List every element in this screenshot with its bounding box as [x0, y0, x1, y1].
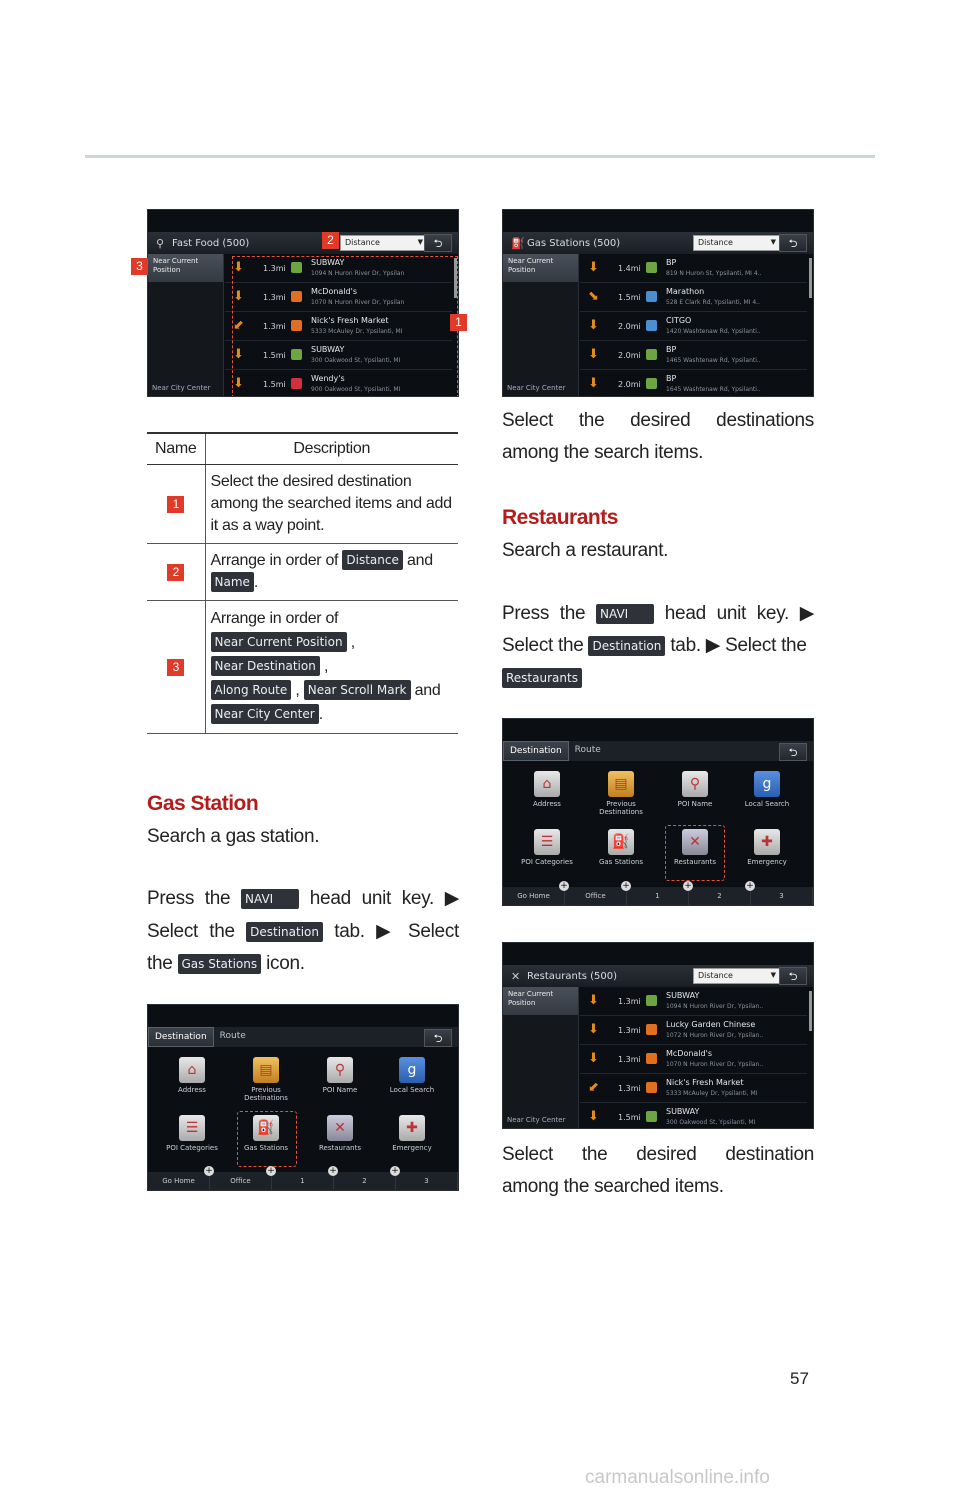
local-search-item[interactable]: g Local Search [735, 771, 799, 808]
near-city-center-chip: Near City Center [211, 704, 319, 724]
distance: 2.0mi [618, 351, 641, 360]
magnifier-icon: ⚲ [327, 1057, 353, 1083]
rest-step-line3 [502, 661, 582, 694]
destination-menu-screen-gas [147, 1004, 459, 1191]
previous-destinations-item[interactable]: ▤ Previous Destinations [234, 1057, 298, 1102]
list-item[interactable] [580, 370, 807, 397]
arrow-down-icon: ⬇ [588, 260, 599, 275]
arrow-down-left-icon: ⬋ [233, 318, 244, 333]
list-item[interactable] [580, 1016, 807, 1045]
go-home-button[interactable]: Go Home + [148, 1172, 210, 1190]
row-desc-3: Arrange in order of Near Current Position , Near Destination , Along Route , Near Scroll Mark and Near City Center . [205, 600, 458, 733]
near-city-center-item[interactable]: Near City Center [152, 384, 211, 392]
place-address: 1465 Washtenaw Rd, Ypsilanti.. [666, 357, 761, 364]
description-table [147, 432, 458, 734]
place-address: 900 Oakwood St, Ypsilanti, MI [311, 386, 401, 393]
list-item[interactable] [580, 341, 807, 370]
near-scroll-mark-chip: Near Scroll Mark [304, 680, 411, 700]
place-address: 1094 N Huron River Dr, Ypsilan.. [666, 1003, 764, 1010]
folder-icon: ▤ [608, 771, 634, 797]
list-item[interactable] [580, 1045, 807, 1074]
list-item[interactable] [580, 312, 807, 341]
distance: 1.3mi [263, 264, 286, 273]
menu-tabs [503, 741, 813, 761]
back-button[interactable]: ⮌ [779, 234, 807, 252]
row-desc-2: Arrange in order of Distance and Name . [205, 543, 458, 600]
list-icon: ☰ [534, 829, 560, 855]
distance: 1.5mi [263, 380, 286, 389]
arrow-down-right-icon: ⬊ [588, 289, 599, 304]
gas-stations-screen [502, 209, 814, 397]
tab-destination[interactable]: Destination [148, 1027, 214, 1047]
brand-icon [646, 320, 657, 331]
distance-chip: Distance [342, 550, 402, 570]
house-icon: ⌂ [534, 771, 560, 797]
highlight-box [237, 1111, 297, 1167]
near-current-position-chip: Near Current Position [211, 632, 347, 652]
arrow-down-icon: ⬇ [588, 318, 599, 333]
house-icon: ⌂ [179, 1057, 205, 1083]
sort-sidebar [503, 987, 579, 1128]
restaurants-heading: Restaurants [502, 506, 618, 529]
plus-icon: + [205, 1166, 213, 1176]
place-name: Marathon [666, 287, 705, 296]
emergency-item[interactable]: ✚ Emergency [735, 829, 799, 866]
tab-route[interactable]: Route [219, 1031, 246, 1041]
favorite-3-button[interactable]: 3 [396, 1172, 458, 1190]
distance: 2.0mi [618, 380, 641, 389]
navi-key-chip: NAVI [241, 889, 299, 909]
list-item[interactable] [580, 1074, 807, 1103]
near-city-center-item[interactable]: Near City Center [507, 384, 566, 392]
distance: 1.5mi [618, 293, 641, 302]
chevron-down-icon: ▼ [770, 238, 776, 246]
list-icon: ☰ [179, 1115, 205, 1141]
result-list [580, 987, 807, 1128]
fast-food-screen [147, 209, 459, 397]
brand-icon [646, 262, 657, 273]
place-address: 300 Oakwood St, Ypsilanti, MI [666, 1119, 756, 1126]
gas-station-heading: Gas Station [147, 792, 259, 815]
poi-name-item[interactable]: ⚲ POI Name [308, 1057, 372, 1094]
place-name: Lucky Garden Chinese [666, 1020, 756, 1029]
brand-icon [646, 378, 657, 389]
row-number-2: 2 [167, 564, 184, 581]
arrow-down-icon: ⬇ [588, 1109, 599, 1124]
fuel-pump-icon: ⛽ [608, 829, 634, 855]
place-address: 1070 N Huron River Dr, Ypsilan.. [666, 1061, 764, 1068]
brand-icon [646, 1111, 657, 1122]
distance: 1.5mi [263, 351, 286, 360]
chevron-down-icon: ▼ [417, 238, 423, 246]
place-name: Nick's Fresh Market [311, 316, 389, 325]
google-icon: g [399, 1057, 425, 1083]
arrow-down-icon: ⬇ [233, 347, 244, 362]
arrow-down-icon: ⬇ [588, 1022, 599, 1037]
col-name-header: Name [147, 433, 205, 464]
restaurants-intro: Search a restaurant. [502, 540, 669, 561]
restaurants-item[interactable]: ✕ Restaurants [308, 1115, 372, 1152]
list-title-bar [503, 965, 813, 987]
brand-icon [646, 349, 657, 360]
name-chip: Name [211, 572, 254, 592]
sort-sidebar [148, 254, 224, 396]
restaurants-chip: Restaurants [502, 668, 582, 688]
plus-icon: + [746, 881, 754, 891]
callout-marker-2: 2 [322, 232, 339, 249]
brand-icon [646, 1024, 657, 1035]
distance: 2.0mi [618, 322, 641, 331]
back-button[interactable]: ⮌ [779, 743, 807, 761]
back-button[interactable]: ⮌ [424, 234, 452, 252]
list-title: Gas Stations (500) [527, 237, 621, 249]
distance: 1.4mi [618, 264, 641, 273]
tab-route[interactable]: Route [574, 745, 601, 755]
callout-box-1 [232, 256, 458, 397]
destination-tab-chip: Destination [588, 636, 665, 656]
address-item[interactable]: ⌂ Address [160, 1057, 224, 1094]
favorite-3-button[interactable]: 3 [751, 887, 813, 905]
place-name: McDonald's [666, 1049, 712, 1058]
first-aid-icon: ✚ [754, 829, 780, 855]
distance: 1.3mi [263, 322, 286, 331]
restaurants-item[interactable]: ✕ Restaurants [663, 829, 727, 866]
previous-destinations-item[interactable]: ▤ Previous Destinations [589, 771, 653, 816]
plus-icon: + [622, 881, 630, 891]
brand-icon [646, 1053, 657, 1064]
place-name: SUBWAY [311, 345, 345, 354]
sort-dropdown[interactable]: Distance ▼ [693, 968, 781, 984]
emergency-item[interactable]: ✚ Emergency [380, 1115, 444, 1152]
header-rule [85, 155, 875, 158]
address-item[interactable]: ⌂ Address [515, 771, 579, 808]
plus-icon: + [684, 881, 692, 891]
favorite-1-button[interactable]: 1 + [627, 887, 689, 905]
place-address: 5333 McAuley Dr, Ypsilanti, MI [666, 1090, 758, 1097]
place-name: BP [666, 258, 677, 267]
place-address: 1072 N Huron River Dr, Ypsilan.. [666, 1032, 764, 1039]
list-title-bar [503, 232, 813, 254]
page-number: 57 [790, 1369, 809, 1388]
col-desc-header: Description [205, 433, 458, 464]
fuel-pump-icon: ⛽ [253, 1115, 279, 1141]
rest-select-line1: Select the desired destination [502, 1144, 814, 1165]
place-name: Wendy's [311, 374, 345, 383]
fork-knife-icon: ✕ [682, 829, 708, 855]
place-address: 528 E Clark Rd, Ypsilanti, MI 4.. [666, 299, 760, 306]
scrollbar[interactable] [809, 258, 812, 298]
place-name: SUBWAY [311, 258, 345, 267]
gas-step-line3: the Gas Stations icon. [147, 953, 305, 974]
arrow-down-icon: ⬇ [588, 347, 599, 362]
arrow-down-icon: ⬇ [233, 260, 244, 275]
distance: 1.5mi [618, 1113, 641, 1122]
back-button[interactable]: ⮌ [779, 967, 807, 985]
place-name: CITGO [666, 316, 692, 325]
arrow-down-icon: ⬇ [588, 376, 599, 391]
sort-dropdown[interactable]: Distance ▼ [693, 235, 781, 251]
arrow-down-icon: ⬇ [588, 993, 599, 1008]
brand-icon [646, 995, 657, 1006]
distance: 1.3mi [618, 1084, 641, 1093]
poi-categories-item[interactable]: ☰ POI Categories [160, 1115, 224, 1152]
go-home-button[interactable]: Go Home + [503, 887, 565, 905]
place-address: 5333 McAuley Dr, Ypsilanti, MI [311, 328, 403, 335]
callout-marker-3: 3 [131, 258, 148, 275]
quick-bar [148, 1166, 458, 1190]
highlight-box [665, 825, 725, 881]
sort-sidebar [503, 254, 579, 396]
arrow-down-left-icon: ⬋ [588, 1080, 599, 1095]
watermark: carmanualsonline.info [585, 1467, 770, 1488]
distance: 1.3mi [618, 1026, 641, 1035]
place-address: 819 N Huron St, Ypsilanti, MI 4.. [666, 270, 762, 277]
favorite-1-button[interactable]: 1 + [272, 1172, 334, 1190]
place-name: BP [666, 374, 677, 383]
arrow-down-icon: ⬇ [233, 289, 244, 304]
gas-intro: Search a gas station. [147, 826, 320, 847]
near-current-position-item[interactable]: Near Current Position [503, 254, 578, 282]
rest-step-line1: Press the NAVI head unit key. ▶ [502, 603, 815, 624]
navi-key-chip: NAVI [596, 604, 654, 624]
favorite-2-button[interactable]: 2 + [689, 887, 751, 905]
callout-marker-1: 1 [450, 314, 467, 331]
row-number-1: 1 [167, 496, 184, 513]
first-aid-icon: ✚ [399, 1115, 425, 1141]
plus-icon: + [329, 1166, 337, 1176]
distance: 1.3mi [618, 1055, 641, 1064]
fork-knife-icon: ✕ [327, 1115, 353, 1141]
plus-icon: + [560, 881, 568, 891]
place-address: 1070 N Huron River Dr, Ypsilan [311, 299, 405, 306]
place-name: McDonald's [311, 287, 357, 296]
rest-step-line2: Select the Destination tab. ▶ Select the [502, 635, 807, 656]
place-name: BP [666, 345, 677, 354]
place-name: SUBWAY [666, 1107, 700, 1116]
list-item[interactable] [580, 283, 807, 312]
fuel-pump-icon: ⛽ [511, 237, 525, 250]
place-name: SUBWAY [666, 991, 700, 1000]
local-search-item[interactable]: g Local Search [380, 1057, 444, 1094]
near-current-position-item[interactable]: Near Current Position [503, 987, 578, 1015]
restaurants-screen [502, 942, 814, 1129]
list-item[interactable] [580, 1103, 807, 1129]
scrollbar[interactable] [809, 991, 812, 1031]
menu-tabs [148, 1027, 458, 1047]
gas-select-line1: Select the desired destinations [502, 410, 814, 431]
gas-stations-item[interactable]: ⛽ Gas Stations [589, 829, 653, 866]
fork-knife-icon: ✕ [511, 970, 521, 983]
place-address: 1094 N Huron River Dr, Ypsilan [311, 270, 405, 277]
office-button[interactable]: Office + [210, 1172, 272, 1190]
favorite-2-button[interactable]: 2 + [334, 1172, 396, 1190]
gas-select-line2: among the search items. [502, 442, 704, 463]
list-item[interactable] [580, 254, 807, 283]
tab-destination[interactable]: Destination [503, 741, 569, 761]
list-title: Fast Food (500) [172, 237, 250, 249]
gas-stations-item[interactable]: ⛽ Gas Stations [234, 1115, 298, 1152]
along-route-chip: Along Route [211, 680, 292, 700]
distance: 1.3mi [618, 997, 641, 1006]
distance: 1.3mi [263, 293, 286, 302]
brand-icon [646, 291, 657, 302]
sort-dropdown[interactable]: Distance ▼ [340, 235, 428, 251]
quick-bar [503, 881, 813, 905]
place-address: 300 Oakwood St, Ypsilanti, MI [311, 357, 401, 364]
place-address: 1645 Washtenaw Rd, Ypsilanti.. [666, 386, 761, 393]
back-button[interactable]: ⮌ [424, 1029, 452, 1047]
plus-icon: + [391, 1166, 399, 1176]
gas-stations-chip: Gas Stations [178, 954, 262, 974]
row-number-3: 3 [167, 659, 184, 676]
poi-categories-item[interactable]: ☰ POI Categories [515, 829, 579, 866]
rest-select-line2: among the searched items. [502, 1176, 724, 1197]
brand-icon [646, 1082, 657, 1093]
arrow-down-icon: ⬇ [588, 1051, 599, 1066]
list-title: Restaurants (500) [527, 970, 618, 982]
gas-step-line2: Select the Destination tab. ▶ Select [147, 921, 459, 942]
list-item[interactable] [580, 987, 807, 1016]
list-title-bar [148, 232, 458, 254]
folder-icon: ▤ [253, 1057, 279, 1083]
result-list [580, 254, 807, 396]
near-current-position-item[interactable]: Near Current Position [148, 254, 223, 282]
fork-knife-icon: ⚲ [156, 237, 165, 250]
place-name: Nick's Fresh Market [666, 1078, 744, 1087]
magnifier-icon: ⚲ [682, 771, 708, 797]
row-desc-1: Select the desired destination among the searched items and add it as a way point. [205, 464, 458, 543]
plus-icon: + [267, 1166, 275, 1176]
destination-menu-screen-restaurants [502, 718, 814, 906]
chevron-down-icon: ▼ [770, 971, 776, 979]
near-city-center-item[interactable]: Near City Center [507, 1116, 566, 1124]
google-icon: g [754, 771, 780, 797]
poi-name-item[interactable]: ⚲ POI Name [663, 771, 727, 808]
office-button[interactable]: Office + [565, 887, 627, 905]
near-destination-chip: Near Destination [211, 656, 320, 676]
destination-tab-chip: Destination [246, 922, 323, 942]
gas-step-line1: Press the NAVI head unit key. ▶ [147, 888, 460, 909]
arrow-down-icon: ⬇ [233, 376, 244, 391]
place-address: 1420 Washtenaw Rd, Ypsilanti.. [666, 328, 761, 335]
